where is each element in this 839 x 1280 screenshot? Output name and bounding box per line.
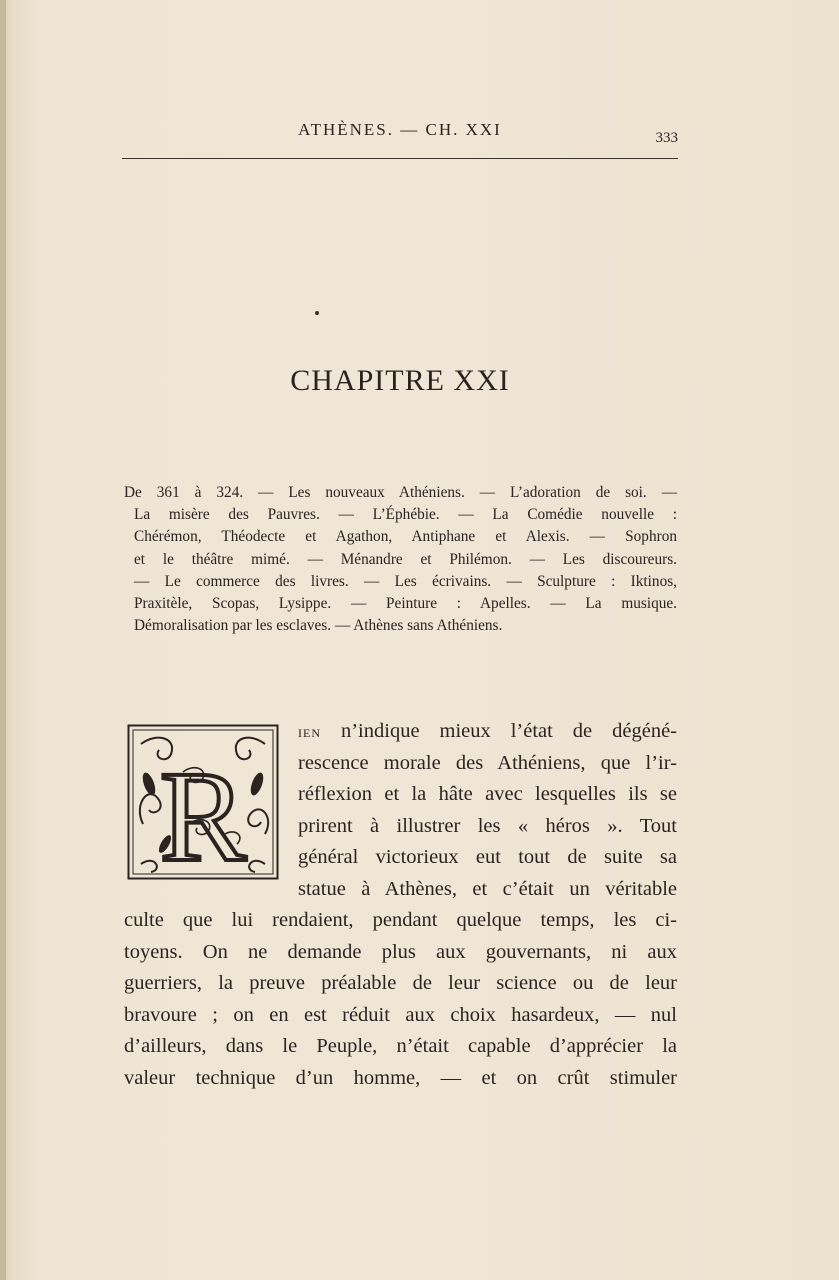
body-line-text: n’indique mieux l’état de dégéné- <box>321 720 677 742</box>
first-word-rest: ien <box>298 722 321 741</box>
body-line: bravoure ; on en est réduit aux choix hasardeux, — nul <box>124 1003 677 1026</box>
body-line: guerriers, la preuve préalable de leur science ou de leur <box>124 972 677 994</box>
body-text <box>124 716 677 1094</box>
body-line: d’ailleurs, dans le Peuple, n’était capable d’apprécier la <box>124 1035 677 1057</box>
body-line: rescence morale des Athéniens, que l’ir- <box>298 751 677 774</box>
ornament-dot <box>315 311 319 315</box>
body-line: statue à Athènes, et c’était un véritable <box>298 877 677 900</box>
body-line: toyens. On ne demande plus aux gouvernants, ni aux <box>124 940 677 963</box>
summary-line: Démoralisation par les esclaves. — Athènes sans Athéniens. <box>134 617 503 635</box>
running-head-title: ATHÈNES. — CH. XXI <box>298 120 502 139</box>
body-line: général victorieux eut tout de suite sa <box>298 846 677 868</box>
body-line: prirent à illustrer les « héros ». Tout <box>298 814 677 837</box>
summary-line: La misère des Pauvres. — L’Éphébie. — La Comédie nouvelle : <box>134 506 677 524</box>
summary-line: et le théâtre mimé. — Ménandre et Philémon. — Les discoureurs. <box>134 550 677 568</box>
page-number: 333 <box>655 130 678 146</box>
summary-line: De 361 à 324. — Les nouveaux Athéniens. — L’adoration de soi. — <box>124 484 677 501</box>
chapter-summary <box>124 482 677 637</box>
body-line <box>298 716 677 748</box>
summary-line: Praxitèle, Scopas, Lysippe. — Peinture : Apelles. — La musique. <box>134 595 677 613</box>
chapter-title: CHAPITRE XXI <box>290 364 510 397</box>
summary-line: — Le commerce des livres. — Les écrivains. — Sculpture : Iktinos, <box>134 572 677 590</box>
body-line: réflexion et la hâte avec lesquelles ils se <box>298 783 677 805</box>
body-line: culte que lui rendaient, pendant quelque temps, les ci- <box>124 909 677 931</box>
body-line: valeur technique d’un homme, — et on crût stimuler <box>124 1066 677 1089</box>
dropcap-letter: R <box>159 745 247 880</box>
running-head <box>122 120 678 159</box>
summary-line: Chérémon, Théodecte et Agathon, Antiphane et Alexis. — Sophron <box>134 528 677 546</box>
page-edge <box>0 0 6 1280</box>
